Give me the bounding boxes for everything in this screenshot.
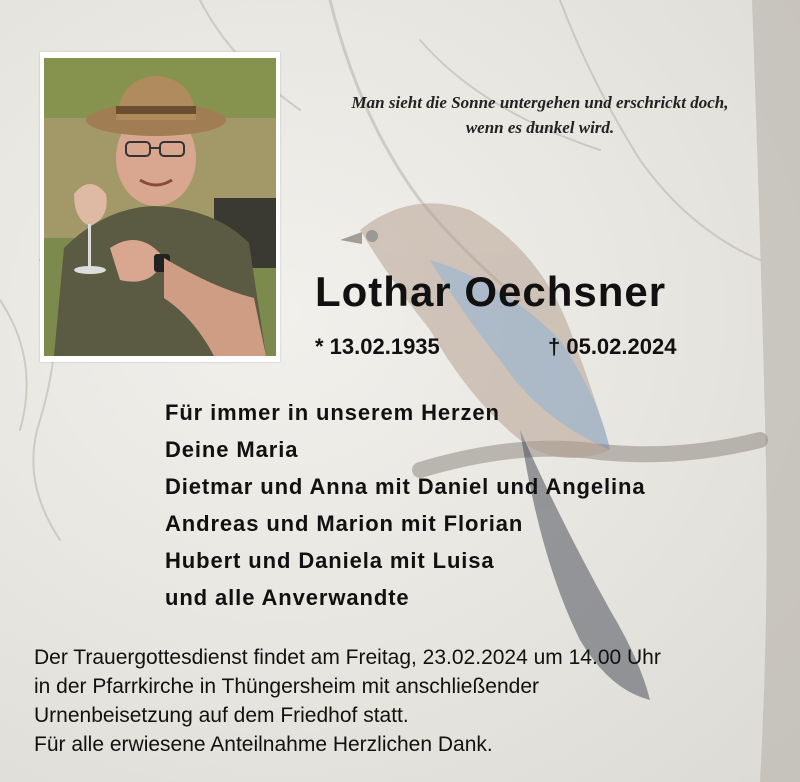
family-line: Deine Maria	[165, 437, 299, 462]
service-notice	[34, 643, 661, 759]
family-list	[165, 397, 646, 619]
family-line: Andreas und Marion mit Florian	[165, 511, 524, 536]
portrait-photo	[40, 52, 280, 362]
family-line: Dietmar und Anna mit Daniel und Angelina	[165, 474, 646, 499]
family-line: Hubert und Daniela mit Luisa	[165, 548, 495, 573]
quote-line: wenn es dunkel wird.	[465, 118, 615, 137]
service-line: in der Pfarrkirche in Thüngersheim mit anschließender	[34, 675, 540, 698]
quote	[280, 90, 800, 140]
service-line: Urnenbeisetzung auf dem Friedhof statt.	[34, 704, 409, 727]
death-date: † 05.02.2024	[548, 334, 677, 359]
family-line: und alle Anverwandte	[165, 585, 410, 610]
quote-line: Man sieht die Sonne untergehen und erschrickt doch,	[351, 93, 729, 112]
deceased-name: Lothar Oechsner	[315, 268, 667, 315]
service-line: Der Trauergottesdienst findet am Freitag, 23.02.2024 um 14.00 Uhr	[34, 646, 661, 669]
birth-date: * 13.02.1935	[315, 334, 440, 359]
family-line: Für immer in unserem Herzen	[165, 400, 500, 425]
service-line: Für alle erwiesene Anteilnahme Herzlichen Dank.	[34, 733, 493, 756]
